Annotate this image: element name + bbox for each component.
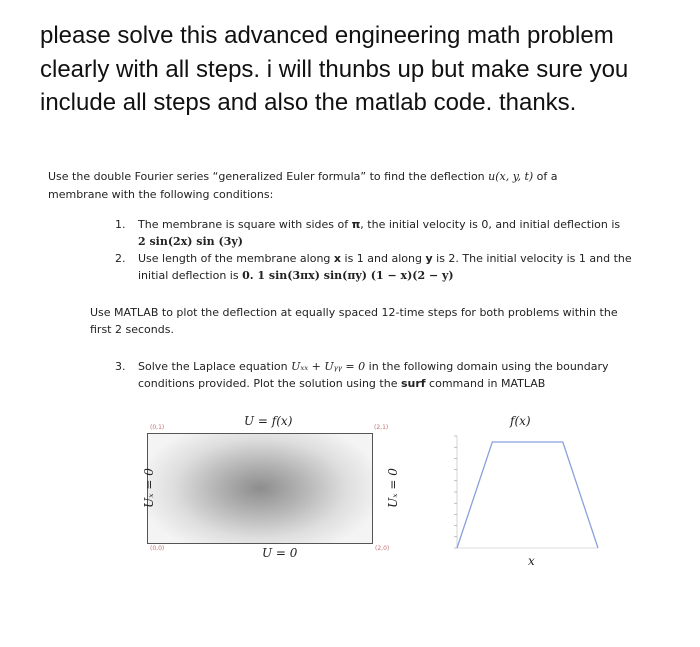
deflection-symbol: u(x, y, t) [488, 170, 534, 183]
top-boundary-label: U = f(x) [244, 414, 293, 428]
item-1-line-1 [138, 218, 620, 231]
item-3-text-end: in the following domain using the boundary [365, 360, 609, 373]
item-3-text-2: conditions provided. Plot the solution using the [138, 377, 401, 390]
corner-top-right: (2,1) [374, 424, 389, 431]
matlab-line-1: Use MATLAB to plot the deflection at equally spaced 12-time steps for both problems within the [90, 306, 618, 319]
corner-bottom-left: (0,0) [150, 545, 165, 552]
item-2-text-2: initial deflection is [138, 269, 243, 282]
item-1-number: 1. [115, 218, 126, 231]
item-3-text: Solve the Laplace equation [138, 360, 292, 373]
item-1-initial-deflection: 2 sin(2x) sin (3y) [138, 235, 243, 248]
item-2-line-1 [138, 252, 632, 265]
item-2-text-mid: is 1 and along [341, 252, 426, 265]
item-2-text: Use length of the membrane along [138, 252, 334, 265]
pi-symbol: π [351, 218, 361, 231]
fx-plot [452, 430, 602, 552]
y-variable: y [425, 252, 433, 265]
corner-top-left: (0,1) [150, 424, 165, 431]
y-ticks [454, 436, 457, 548]
fx-series-line [457, 442, 598, 548]
surf-keyword: surf [400, 377, 426, 390]
intro-line-2: membrane with the following conditions: [48, 188, 274, 201]
intro-text-end: of a [533, 170, 558, 183]
laplace-equation: Uₓₓ + Uᵧᵧ = 0 [291, 360, 366, 373]
item-2-text-end: is 2. The initial velocity is 1 and the [432, 252, 632, 265]
item-3-line-1 [138, 360, 609, 373]
intro-text: Use the double Fourier series “generalized Euler formula” to find the deflection [48, 170, 489, 183]
item-3-number: 3. [115, 360, 126, 373]
item-2-initial-deflection: 0. 1 sin(3πx) sin(πy) (1 − x)(2 − y) [242, 269, 454, 282]
right-boundary-label: Uₓ = 0 [385, 468, 400, 508]
item-1-text: The membrane is square with sides of [138, 218, 352, 231]
item-1-text-end: , the initial velocity is 0, and initial deflection is [360, 218, 621, 231]
item-3-text-2-end: command in MATLAB [425, 377, 546, 390]
intro-line-1 [48, 170, 558, 183]
corner-bottom-right: (2,0) [375, 545, 390, 552]
left-boundary-label: Uₓ = 0 [141, 468, 156, 508]
fx-label: f(x) [510, 414, 531, 428]
matlab-line-2: first 2 seconds. [90, 323, 174, 336]
item-3-line-2 [138, 377, 545, 390]
x-variable: x [333, 252, 342, 265]
domain-rectangle [147, 433, 373, 544]
item-2-line-2 [138, 269, 454, 282]
bottom-boundary-label: U = 0 [262, 546, 298, 560]
item-2-number: 2. [115, 252, 126, 265]
x-axis-label: x [528, 554, 535, 568]
question-text: please solve this advanced engineering math problem clearly with all steps. i will thunbs up but make sure you include all steps and also the matlab code. thanks. [40, 22, 629, 116]
